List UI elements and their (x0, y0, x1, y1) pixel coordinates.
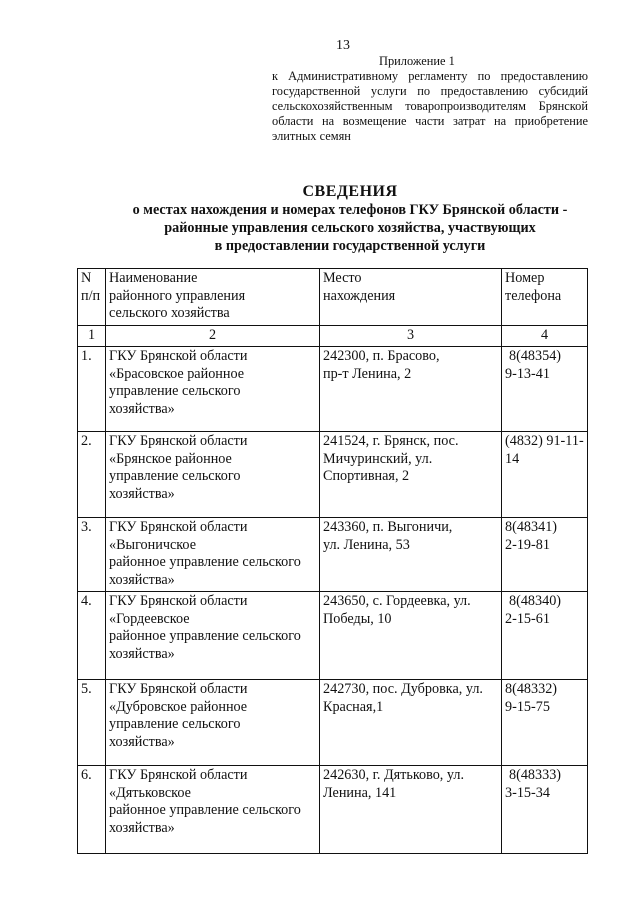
office-name-line: хозяйства» (109, 400, 175, 417)
column-number: 4 (502, 325, 588, 347)
office-name-line: управление сельского (109, 468, 241, 484)
header-text: Номер (505, 270, 545, 286)
appendix-line: сельскохозяйственным товаропроизводителям Брянской (272, 99, 588, 113)
phone-line: 8(48354) (509, 348, 562, 364)
document-subtitle-line: в предоставлении государственной услуги (214, 238, 486, 254)
office-phone (502, 518, 588, 592)
document-heading (60, 183, 640, 255)
phone-line: (4832) 91-11- (505, 433, 584, 449)
location-line: Ленина, 141 (323, 784, 397, 801)
row-number: 2. (78, 432, 106, 518)
office-name-line: ГКУ Брянской области (109, 593, 248, 609)
appendix-line: области на возмещение части затрат на приобретение (272, 114, 588, 128)
header-cell-number (78, 269, 106, 326)
phone-line: 2-15-61 (505, 610, 550, 627)
office-name-line: ГКУ Брянской области (109, 519, 248, 535)
appendix-note (272, 54, 588, 144)
office-name (106, 518, 320, 592)
header-text: сельского хозяйства (109, 305, 230, 321)
phone-line: 9-15-75 (505, 698, 550, 715)
location-line: Мичуринский, ул. (323, 450, 433, 467)
phone-line: 14 (505, 450, 520, 467)
column-number: 2 (106, 325, 320, 347)
office-name-line: «Брянское районное (109, 450, 232, 467)
office-location (320, 766, 502, 854)
header-text: телефона (505, 287, 562, 304)
office-name (106, 347, 320, 432)
office-name (106, 592, 320, 680)
phone-line: 8(48341) (505, 519, 558, 535)
document-subtitle-line: о местах нахождения и номерах телефонов ГКУ Брянской области - (132, 202, 568, 218)
row-number: 5. (78, 680, 106, 766)
office-name-line: «Брасовское районное (109, 365, 245, 382)
row-number: 3. (78, 518, 106, 592)
office-name-line: хозяйства» (109, 571, 175, 588)
table-row (78, 592, 588, 680)
office-name-line: хозяйства» (109, 485, 175, 502)
office-name-line: управление сельского (109, 383, 241, 399)
page-number: 13 (336, 38, 350, 53)
office-name (106, 766, 320, 854)
office-name-line: «Выгоничское (109, 536, 197, 553)
table-row (78, 518, 588, 592)
location-line: 241524, г. Брянск, пос. (323, 433, 459, 449)
appendix-line: государственной услуги по предоставлению субсидий (272, 84, 588, 98)
table-header-row (78, 269, 588, 326)
location-line: Красная,1 (323, 698, 384, 715)
office-name (106, 432, 320, 518)
location-line: пр-т Ленина, 2 (323, 365, 412, 382)
office-name-line: районное управление сельского (109, 554, 301, 570)
phone-line: 8(48333) (509, 767, 562, 783)
row-number: 1. (78, 347, 106, 432)
office-name-line: управление сельского (109, 716, 241, 732)
location-line: 242730, пос. Дубровка, ул. (323, 681, 483, 697)
appendix-title: Приложение 1 (379, 54, 455, 68)
phone-line: 3-15-34 (505, 784, 550, 801)
office-phone (502, 766, 588, 854)
table-row (78, 766, 588, 854)
office-location (320, 518, 502, 592)
header-text: районного управления (109, 287, 246, 304)
office-name-line: хозяйства» (109, 819, 175, 836)
header-text: п/п (81, 287, 101, 304)
table-row (78, 347, 588, 432)
office-name-line: ГКУ Брянской области (109, 681, 248, 697)
document-subtitle-line: районные управления сельского хозяйства, участвующих (164, 220, 536, 236)
row-number: 6. (78, 766, 106, 854)
column-number: 3 (320, 325, 502, 347)
phone-line: 8(48340) (509, 593, 562, 609)
appendix-line: к Административному регламенту по предоставлению (272, 69, 588, 83)
office-name-line: ГКУ Брянской области (109, 348, 248, 364)
header-cell-phone (502, 269, 588, 326)
phone-line: 2-19-81 (505, 536, 550, 553)
document-title: СВЕДЕНИЯ (302, 183, 398, 200)
header-cell-location (320, 269, 502, 326)
header-text: нахождения (323, 287, 396, 304)
table-row (78, 432, 588, 518)
office-name-line: ГКУ Брянской области (109, 433, 248, 449)
office-name-line: «Дятьковское (109, 784, 191, 801)
column-number: 1 (78, 325, 106, 347)
office-name-line: «Дубровское районное (109, 698, 248, 715)
office-name-line: хозяйства» (109, 645, 175, 662)
table-row (78, 680, 588, 766)
location-line: Спортивная, 2 (323, 468, 410, 484)
header-text: N (81, 270, 92, 286)
office-name-line: районное управление сельского (109, 802, 301, 818)
office-name (106, 680, 320, 766)
table-numbering-row (78, 325, 588, 347)
office-location (320, 592, 502, 680)
location-line: Победы, 10 (323, 610, 392, 627)
offices-table (77, 268, 588, 854)
location-line: 243650, с. Гордеевка, ул. (323, 593, 471, 609)
office-location (320, 347, 502, 432)
office-name-line: хозяйства» (109, 733, 175, 750)
office-phone (502, 592, 588, 680)
office-name-line: «Гордеевское (109, 610, 190, 627)
office-location (320, 432, 502, 518)
office-name-line: районное управление сельского (109, 628, 301, 644)
office-phone (502, 432, 588, 518)
location-line: 242630, г. Дятьково, ул. (323, 767, 464, 783)
appendix-line: элитных семян (272, 129, 351, 143)
office-location (320, 680, 502, 766)
phone-line: 8(48332) (505, 681, 558, 697)
location-line: 242300, п. Брасово, (323, 348, 440, 364)
header-text: Наименование (109, 270, 198, 286)
row-number: 4. (78, 592, 106, 680)
location-line: 243360, п. Выгоничи, (323, 519, 453, 535)
office-phone (502, 680, 588, 766)
office-name-line: ГКУ Брянской области (109, 767, 248, 783)
location-line: ул. Ленина, 53 (323, 536, 410, 553)
header-text: Место (323, 270, 362, 286)
phone-line: 9-13-41 (505, 365, 550, 382)
office-phone (502, 347, 588, 432)
header-cell-name (106, 269, 320, 326)
